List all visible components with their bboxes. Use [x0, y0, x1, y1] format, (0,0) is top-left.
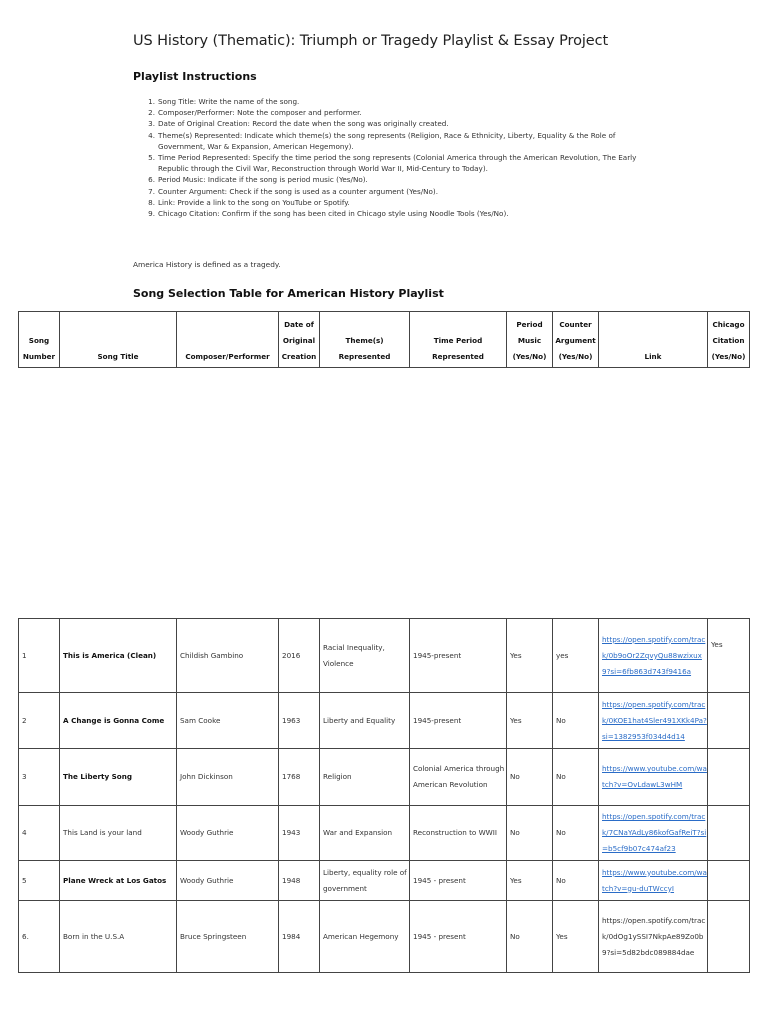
- cell-link: [599, 749, 708, 806]
- cell-chicago: [708, 861, 750, 901]
- cell-number: 2: [19, 693, 60, 749]
- table-row: [19, 619, 750, 693]
- cell-themes: War and Expansion: [320, 806, 410, 861]
- header-themes: [320, 312, 410, 368]
- cell-number: 6.: [19, 901, 60, 973]
- cell-composer: Sam Cooke: [177, 693, 279, 749]
- cell-counter: yes: [553, 619, 599, 693]
- table-row: [19, 749, 750, 806]
- cell-link: [599, 619, 708, 693]
- cell-period: 1945 - present: [410, 901, 507, 973]
- cell-title: This is America (Clean): [60, 619, 177, 693]
- header-line: Number: [22, 352, 56, 361]
- instruction-number: 2.: [148, 108, 155, 118]
- header-composer-performer: [177, 312, 279, 368]
- instruction-text: Time Period Represented: Specify the time period the song represents (Colonial America through the American Revolution, The Early Republic through the Civil War, Reconstruction through World War II, Mid-Century to Today).: [158, 153, 637, 174]
- instruction-item: [148, 197, 638, 208]
- cell-date: 1984: [279, 901, 320, 973]
- instruction-number: 3.: [148, 119, 155, 129]
- cell-date: 1943: [279, 806, 320, 861]
- song-table-body: [18, 618, 750, 973]
- header-line: (Yes/No): [711, 352, 746, 361]
- cell-title: The Liberty Song: [60, 749, 177, 806]
- table-row: [19, 693, 750, 749]
- cell-number: 5: [19, 861, 60, 901]
- cell-period: Reconstruction to WWII: [410, 806, 507, 861]
- cell-composer: Childish Gambino: [177, 619, 279, 693]
- table-row: [19, 901, 750, 973]
- instruction-item: [148, 107, 638, 118]
- cell-music: Yes: [507, 693, 553, 749]
- instruction-text: Composer/Performer: Note the composer and performer.: [158, 108, 362, 118]
- instruction-text: Date of Original Creation: Record the date when the song was originally created.: [158, 119, 449, 129]
- instruction-number: 5.: [148, 153, 155, 163]
- instruction-text: Chicago Citation: Confirm if the song has been cited in Chicago style using Noodle Tools (Yes/No).: [158, 209, 509, 219]
- header-song-title: [60, 312, 177, 368]
- instruction-number: 7.: [148, 186, 155, 196]
- header-line: Date of: [284, 320, 314, 329]
- instruction-text: Period Music: Indicate if the song is period music (Yes/No).: [158, 175, 368, 185]
- cell-counter: No: [553, 806, 599, 861]
- header-line: Composer/Performer: [185, 352, 270, 361]
- header-line: Song: [28, 336, 50, 345]
- page-title: US History (Thematic): Triumph or Tragedy Playlist & Essay Project: [133, 33, 609, 49]
- table-row: [19, 861, 750, 901]
- header-link: [599, 312, 708, 368]
- instruction-item: [148, 96, 638, 107]
- header-period-music: [507, 312, 553, 368]
- instruction-item: [148, 152, 638, 174]
- cell-link: [599, 861, 708, 901]
- header-line: Theme(s): [345, 336, 384, 345]
- header-time-period: [410, 312, 507, 368]
- cell-title: Born in the U.S.A: [60, 901, 177, 973]
- header-line: Time Period: [433, 336, 483, 345]
- instruction-number: 4.: [148, 130, 155, 140]
- instruction-item: [148, 208, 638, 219]
- cell-date: 2016: [279, 619, 320, 693]
- cell-number: 3: [19, 749, 60, 806]
- cell-number: 4: [19, 806, 60, 861]
- cell-title: Plane Wreck at Los Gatos: [60, 861, 177, 901]
- instruction-text: Counter Argument: Check if the song is used as a counter argument (Yes/No).: [158, 186, 438, 196]
- cell-themes: American Hegemony: [320, 901, 410, 973]
- instruction-number: 9.: [148, 209, 155, 219]
- header-line: Original: [282, 336, 316, 345]
- instruction-number: 6.: [148, 175, 155, 185]
- instructions-heading: Playlist Instructions: [133, 70, 257, 83]
- cell-date: 1948: [279, 861, 320, 901]
- cell-link: [599, 806, 708, 861]
- cell-counter: No: [553, 861, 599, 901]
- song-link[interactable]: https://www.youtube.com/watch?v=gu-duTWccyI: [602, 867, 707, 893]
- cell-title: A Change is Gonna Come: [60, 693, 177, 749]
- header-line: Chicago: [712, 320, 745, 329]
- header-line: Citation: [712, 336, 745, 345]
- instruction-text: Song Title: Write the name of the song.: [158, 97, 300, 106]
- header-line: Music: [517, 336, 542, 345]
- song-table-header: [18, 311, 750, 368]
- header-line: Period: [516, 320, 543, 329]
- cell-date: 1963: [279, 693, 320, 749]
- instruction-text: Theme(s) Represented: Indicate which theme(s) the song represents (Religion, Race & Ethnicity, Liberty, Equality & the Role of Government, War & Expansion, American Hegemony).: [158, 130, 616, 151]
- header-counter-argument: [553, 312, 599, 368]
- tragedy-note: America History is defined as a tragedy.: [133, 260, 281, 269]
- table-row: [19, 806, 750, 861]
- cell-period: 1945 - present: [410, 861, 507, 901]
- cell-date: 1768: [279, 749, 320, 806]
- song-link[interactable]: https://open.spotify.com/track/0KOE1hat4Sler491XKk4Pa?si=1382953f034d4d14: [602, 699, 707, 741]
- header-line: Represented: [432, 352, 484, 361]
- song-link[interactable]: https://open.spotify.com/track/0b9oOr2ZqvyQu88wzixux9?si=6fb863d743f9416a: [602, 634, 706, 676]
- cell-chicago: [708, 749, 750, 806]
- header-line: Link: [644, 352, 662, 361]
- cell-number: 1: [19, 619, 60, 693]
- cell-chicago: [708, 806, 750, 861]
- instruction-number: 8.: [148, 197, 155, 207]
- cell-composer: Woody Guthrie: [177, 861, 279, 901]
- cell-music: No: [507, 749, 553, 806]
- cell-title: This Land is your land: [60, 806, 177, 861]
- cell-counter: No: [553, 749, 599, 806]
- cell-music: No: [507, 806, 553, 861]
- song-link[interactable]: https://www.youtube.com/watch?v=OvLdawL3wHM: [602, 764, 707, 789]
- header-line: Song Title: [97, 352, 139, 361]
- header-line: Counter: [559, 320, 592, 329]
- header-line: Creation: [281, 352, 317, 361]
- header-song-number: [19, 312, 60, 368]
- cell-period: Colonial America through American Revolution: [410, 749, 507, 806]
- song-link[interactable]: https://open.spotify.com/track/7CNaYAdLy86kofGafReiT?si=b5cf9b07c474af23: [602, 812, 707, 853]
- cell-chicago: [708, 693, 750, 749]
- cell-chicago: [708, 901, 750, 973]
- cell-period: 1945-present: [410, 693, 507, 749]
- instruction-text: Link: Provide a link to the song on YouTube or Spotify.: [158, 197, 350, 207]
- header-date-of-creation: [279, 312, 320, 368]
- instruction-item: [148, 174, 638, 185]
- cell-composer: John Dickinson: [177, 749, 279, 806]
- cell-counter: Yes: [553, 901, 599, 973]
- cell-link: https://open.spotify.com/track/0dOg1ySSI7NkpAe89Zo0b9?si=5d82bdc089884dae: [599, 901, 708, 973]
- instructions-list: [148, 96, 638, 219]
- instruction-number: 1.: [148, 97, 155, 106]
- cell-counter: No: [553, 693, 599, 749]
- header-line: (Yes/No): [558, 352, 593, 361]
- cell-period: 1945-present: [410, 619, 507, 693]
- cell-music: Yes: [507, 861, 553, 901]
- header-chicago-citation: [708, 312, 750, 368]
- cell-chicago: Yes: [708, 619, 750, 693]
- instruction-item: [148, 186, 638, 197]
- cell-themes: Racial Inequality, Violence: [320, 619, 410, 693]
- cell-link: [599, 693, 708, 749]
- cell-music: Yes: [507, 619, 553, 693]
- cell-music: No: [507, 901, 553, 973]
- cell-themes: Religion: [320, 749, 410, 806]
- table-heading: Song Selection Table for American History Playlist: [133, 287, 444, 300]
- cell-composer: Bruce Springsteen: [177, 901, 279, 973]
- header-line: Argument: [555, 336, 596, 345]
- header-line: (Yes/No): [512, 352, 547, 361]
- cell-composer: Woody Guthrie: [177, 806, 279, 861]
- header-line: Represented: [338, 352, 391, 361]
- instruction-item: [148, 130, 638, 152]
- cell-themes: Liberty, equality role of government: [320, 861, 410, 901]
- cell-themes: Liberty and Equality: [320, 693, 410, 749]
- instruction-item: [148, 118, 638, 129]
